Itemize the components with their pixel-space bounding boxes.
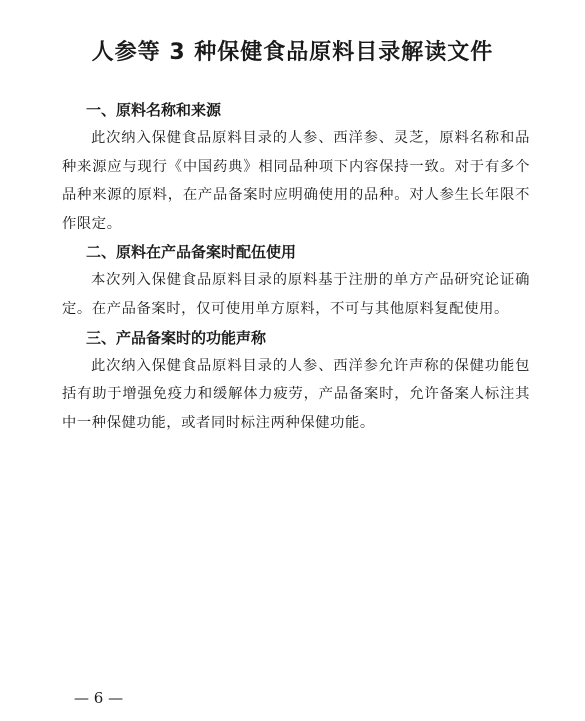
section-source bbox=[62, 96, 530, 238]
section-function-claims bbox=[62, 324, 530, 438]
section-heading: 一、原料名称和来源 bbox=[86, 101, 222, 119]
section-paragraph: 此次纳入保健食品原料目录的人参、西洋参允许声称的保健功能包括有助于增强免疫力和缓解体力疲劳，产品备案时，允许备案人标注其中一种保健功能，或者同时标注两种保健功能。 bbox=[62, 357, 530, 431]
section-compatibility bbox=[62, 238, 530, 323]
section-paragraph: 本次列入保健食品原料目录的原料基于注册的单方产品研究论证确定。在产品备案时，仅可使用单方原料，不可与其他原料复配使用。 bbox=[62, 272, 530, 317]
document-title: 人参等 3 种保健食品原料目录解读文件 bbox=[91, 40, 494, 65]
section-heading: 三、产品备案时的功能声称 bbox=[86, 328, 267, 347]
section-paragraph: 此次纳入保健食品原料目录的人参、西洋参、灵芝，原料名称和品种来源应与现行《中国药典》相同品种项下内容保持一致。对于有多个品种来源的原料，在产品备案时应明确使用的品种。对人参生长年限不作限定。 bbox=[62, 130, 530, 232]
page-number: — 6 — bbox=[74, 689, 124, 707]
section-heading: 二、原料在产品备案时配伍使用 bbox=[86, 243, 297, 262]
document-body bbox=[62, 96, 530, 437]
